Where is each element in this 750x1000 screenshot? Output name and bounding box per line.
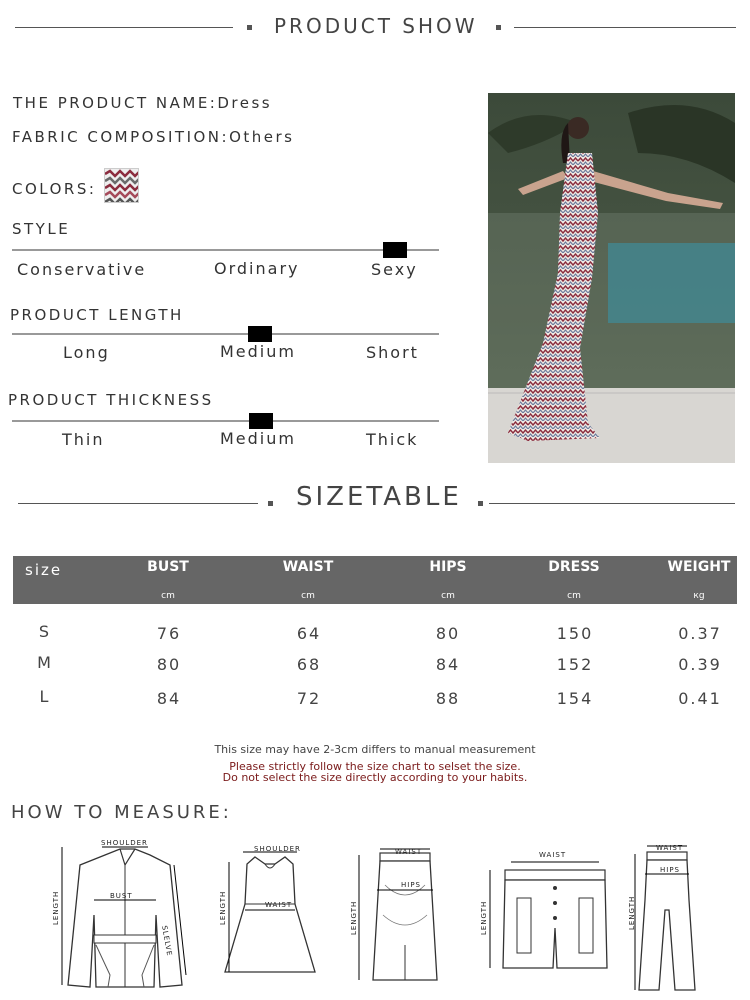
row-m-dress: 152 [556, 655, 594, 674]
row-l-dress: 154 [556, 689, 594, 708]
jacket-bust-label: BUST [110, 892, 133, 900]
row-m-hips: 84 [435, 655, 461, 674]
style-scale-line [12, 249, 439, 251]
style-option-conservative: Conservative [17, 260, 147, 279]
row-s-dress: 150 [556, 624, 594, 643]
row-m-bust: 80 [156, 655, 182, 674]
style-option-sexy: Sexy [371, 260, 418, 279]
header-bust: BUST [147, 559, 189, 575]
header-hips-unit: cm [441, 591, 455, 601]
skirt-length-label: LENGTH [350, 900, 358, 935]
length-option-short: Short [366, 343, 419, 362]
shorts-waist-label: WAIST [539, 851, 567, 859]
header-dress-unit: cm [567, 591, 581, 601]
pants-hips-label: HIPS [660, 866, 680, 874]
dress-shoulder-label: SHOULDER [254, 845, 301, 853]
thickness-marker [249, 413, 273, 429]
header-rule-right [514, 27, 736, 28]
shorts-diagram [475, 848, 615, 978]
thickness-option-thin: Thin [62, 430, 105, 449]
pants-waist-label: WAIST [656, 844, 684, 852]
sizetable-rule-right [489, 503, 735, 504]
thickness-scale-line [12, 420, 439, 422]
row-s-hips: 80 [435, 624, 461, 643]
row-m-waist: 68 [296, 655, 322, 674]
color-swatch[interactable] [104, 168, 139, 203]
pants-length-label: LENGTH [628, 895, 636, 930]
dress-diagram [215, 842, 325, 982]
header-waist-unit: cm [301, 591, 315, 601]
product-name: THE PRODUCT NAME:Dress [13, 94, 273, 112]
row-l-size: L [39, 687, 51, 706]
fabric-composition: FABRIC COMPOSITION:Others [12, 128, 295, 146]
style-marker [383, 242, 407, 258]
row-s-bust: 76 [156, 624, 182, 643]
size-warning-2: Do not select the size directly according to your habits. [222, 771, 528, 784]
dress-waist-label: WAIST [265, 901, 293, 909]
header-bust-unit: cm [161, 591, 175, 601]
length-option-medium: Medium [220, 342, 296, 361]
thickness-option-thick: Thick [366, 430, 419, 449]
pants-diagram [625, 840, 705, 995]
skirt-diagram [345, 845, 455, 985]
row-s-waist: 64 [296, 624, 322, 643]
dress-length-label: LENGTH [219, 890, 227, 925]
how-to-measure-title: HOW TO MEASURE: [11, 802, 232, 823]
jacket-shoulder-label: SHOULDER [101, 839, 148, 847]
jacket-length-label: LENGTH [52, 890, 60, 925]
row-m-weight: 0.39 [678, 655, 722, 674]
colors-label: COLORS: [12, 180, 97, 198]
row-s-weight: 0.37 [678, 624, 722, 643]
row-m-size: M [37, 653, 53, 672]
length-scale-line [12, 333, 439, 335]
skirt-waist-label: WAIST [395, 848, 423, 856]
sizetable-dot-left [268, 501, 273, 506]
measurement-note: This size may have 2-3cm differs to manual measurement [214, 743, 536, 756]
thickness-option-medium: Medium [220, 429, 296, 448]
row-l-hips: 88 [435, 689, 461, 708]
row-l-waist: 72 [296, 689, 322, 708]
size-warning-1: Please strictly follow the size chart to selset the size. [229, 760, 521, 773]
length-option-long: Long [63, 343, 110, 362]
length-marker [248, 326, 272, 342]
header-rule-left [15, 27, 233, 28]
skirt-hips-label: HIPS [401, 881, 421, 889]
row-s-size: S [38, 622, 52, 641]
shorts-length-label: LENGTH [480, 900, 488, 935]
sizetable-title: SIZETABLE [296, 482, 462, 512]
sizetable-dot-right [478, 501, 483, 506]
thickness-label: PRODUCT THICKNESS [8, 391, 214, 409]
header-dot-right [496, 25, 501, 30]
header-size: size [25, 561, 63, 579]
style-option-ordinary: Ordinary [214, 259, 300, 278]
header-waist: WAIST [282, 559, 334, 575]
header-weight-unit: кg [693, 591, 705, 601]
product-photo [488, 93, 735, 463]
header-weight: WEIGHT [667, 559, 731, 575]
header-dot-left [247, 25, 252, 30]
row-l-bust: 84 [156, 689, 182, 708]
header-hips: HIPS [429, 559, 467, 575]
page-title: PRODUCT SHOW [274, 14, 478, 38]
style-label: STYLE [12, 220, 71, 238]
header-dress: DRESS [548, 559, 600, 575]
sizetable-rule-left [18, 503, 258, 504]
jacket-diagram [50, 835, 200, 995]
length-label: PRODUCT LENGTH [10, 306, 184, 324]
row-l-weight: 0.41 [678, 689, 722, 708]
jacket-sleeve-label: SLELVE [160, 925, 174, 958]
